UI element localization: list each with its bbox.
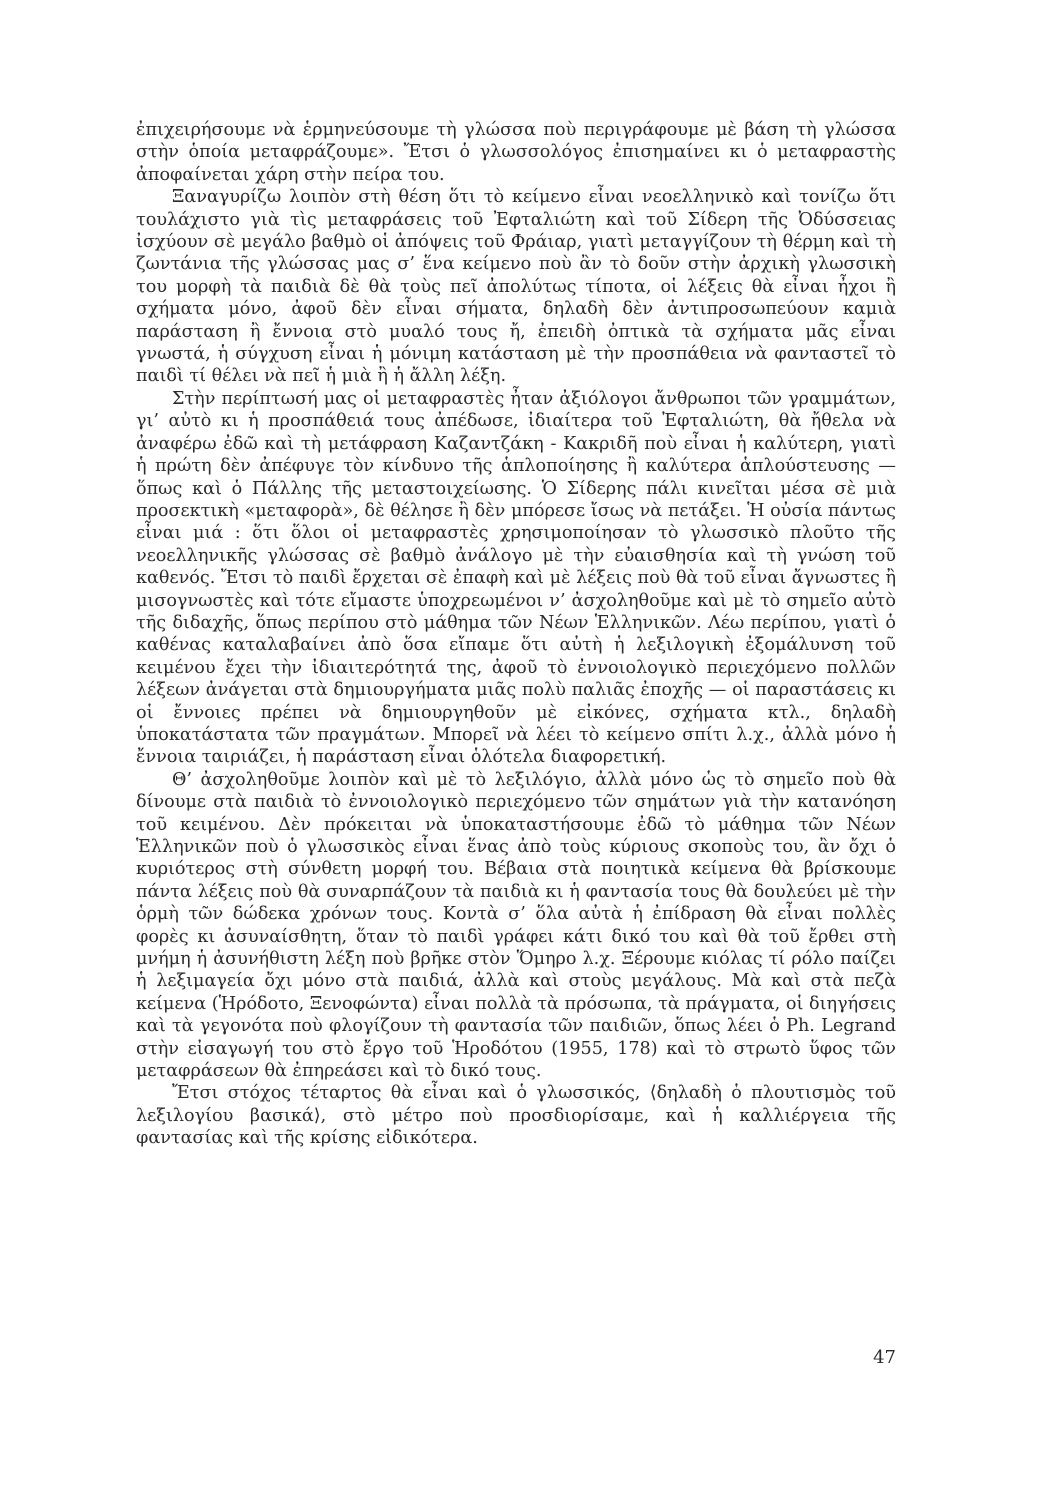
paragraph: Θ’ ἀσχοληθοῦμε λοιπὸν καὶ μὲ τὸ λεξιλόγιο, ἀλλὰ μόνο ὡς τὸ σημεῖο ποὺ θὰ δίνουμε στὰ παιδιὰ τὸ ἐννοιολογικὸ περιεχόμενο τῶν σημάτων γιὰ τὴν κατανόηση τοῦ κειμένου. Δὲν πρόκειται νὰ ὑποκαταστήσουμε ἐδῶ τὸ μάθημα τῶν Νέων Ἑλληνικῶν ποὺ ὁ γλωσσικὸς εἶναι ἕνας ἀπὸ τοὺς κύριους σκοποὺς του, ἂν ὄχι ὁ κυριότερος στὴ σύνθετη μορφή του. Βέβαια στὰ ποιητικὰ κείμενα θὰ βρίσκουμε πάντα λέξεις ποὺ θὰ συναρπάζουν τὰ παιδιὰ κι ἡ φαντασία τους θὰ δουλεύει μὲ τὴν ὁρμὴ τῶν δώδεκα χρόνων τους. Κοντὰ σ’ ὅλα αὐτὰ ἡ ἐπίδραση θὰ εἶναι πολλὲς φορὲς κι ἀσυναίσθητη, ὅταν τὸ παιδὶ γράφει κάτι δικό του καὶ θὰ τοῦ ἔρθει στὴ μνήμη ἡ ἀσυνήθιστη λέξη ποὺ βρῆκε στὸν Ὅμηρο λ.χ. Ξέρουμε κιόλας τί ρόλο παίζει ἡ λεξιμαγεία ὄχι μόνο στὰ παιδιά, ἀλλὰ καὶ στοὺς μεγάλους. Μὰ καὶ στὰ πεζὰ κείμενα (Ἡρόδοτο, Ξενοφώντα) εἶναι πολλὰ τὰ πρόσωπα, τὰ πράγματα, οἱ διηγήσεις καὶ τὰ γεγονότα ποὺ φλογίζουν τὴ φαντασία τῶν παιδιῶν, ὅπως λέει ὁ Ph. Legrand στὴν εἰσαγωγή του στὸ ἔργο τοῦ Ἡροδότου (1955, 178) καὶ τὸ στρωτὸ ὕφος τῶν μεταφράσεων θὰ ἐπηρεάσει καὶ τὸ δικό τους. — [136, 769, 896, 1082]
page-number: 47 — [873, 1347, 896, 1368]
paragraph: Ξαναγυρίζω λοιπὸν στὴ θέση ὅτι τὸ κείμενο εἶναι νεοελληνικὸ καὶ τονίζω ὅτι τουλάχιστο γιὰ τὶς μεταφράσεις τοῦ Ἐφταλιώτη καὶ τοῦ Σίδερη τῆς Ὀδύσσειας ἰσχύουν σὲ μεγάλο βαθμὸ οἱ ἀπόψεις τοῦ Φράιαρ, γιατὶ μεταγγίζουν τὴ θέρμη καὶ τὴ ζωντάνια τῆς γλώσσας μας σ’ ἕνα κείμενο ποὺ ἂν τὸ δοῦν στὴν ἀρχικὴ γλωσσικὴ του μορφὴ τὰ παιδιὰ δὲ θὰ τοὺς πεῖ ἀπολύτως τίποτα, οἱ λέξεις θὰ εἶναι ἦχοι ἢ σχήματα μόνο, ἀφοῦ δὲν εἶναι σήματα, δηλαδὴ δὲν ἀντιπροσωπεύουν καμιὰ παράσταση ἢ ἔννοια στὸ μυαλό τους ἤ, ἐπειδὴ ὀπτικὰ τὰ σχήματα μᾶς εἶναι γνωστά, ἡ σύγχυση εἶναι ἡ μόνιμη κατάσταση μὲ τὴν προσπάθεια νὰ φανταστεῖ τὸ παιδὶ τί θέλει νὰ πεῖ ἡ μιὰ ἢ ἡ ἄλλη λέξη. — [136, 187, 896, 387]
paragraph-continuation: ἐπιχειρήσουμε νὰ ἑρμηνεύσουμε τὴ γλώσσα ποὺ περιγράφουμε μὲ βάση τὴ γλώσσα στὴν ὁποία μεταφράζουμε». Ἔτσι ὁ γλωσσολόγος ἐπισημαίνει κι ὁ μεταφραστὴς ἀποφαίνεται χάρη στὴν πείρα του. — [136, 120, 896, 185]
paragraph: Στὴν περίπτωσή μας οἱ μεταφραστὲς ἦταν ἀξιόλογοι ἄνθρωποι τῶν γραμμάτων, γι’ αὐτὸ κι ἡ προσπάθειά τους ἀπέδωσε, ἰδιαίτερα τοῦ Ἐφταλιώτη, θὰ ἤθελα νὰ ἀναφέρω ἐδῶ καὶ τὴ μετάφραση Καζαντζάκη - Κακριδῆ ποὺ εἶναι ἡ καλύτερη, γιατὶ ἡ πρώτη δὲν ἀπέφυγε τὸν κίνδυνο τῆς ἁπλοποίησης ἢ καλύτερα ἁπλούστευσης — ὅπως καὶ ὁ Πάλλης τῆς μεταστοιχείωσης. Ὁ Σίδερης πάλι κινεῖται μέσα σὲ μιὰ προσεκτικὴ «μεταφορὰ», δὲ θέλησε ἢ δὲν μπόρεσε ἴσως νὰ πετάξει. Ἡ οὐσία πάντως εἶναι μιά : ὅτι ὅλοι οἱ μεταφραστὲς χρησιμοποίησαν τὸ γλωσσικὸ πλοῦτο τῆς νεοελληνικῆς γλώσσας σὲ βαθμὸ ἀνάλογο μὲ τὴν εὐαισθησία καὶ τὴ γνώση τοῦ καθενός. Ἔτσι τὸ παιδὶ ἔρχεται σὲ ἐπαφὴ καὶ μὲ λέξεις ποὺ θὰ τοῦ εἶναι ἄγνωστες ἢ μισογνωστὲς καὶ τότε εἴμαστε ὑποχρεωμένοι ν’ ἀσχοληθοῦμε καὶ μὲ τὸ σημεῖο αὐτὸ τῆς διδαχῆς, ὅπως περίπου στὸ μάθημα τῶν Νέων Ἑλληνικῶν. Λέω περίπου, γιατὶ ὁ καθένας καταλαβαίνει ἀπὸ ὅσα εἴπαμε ὅτι αὐτὴ ἡ λεξιλογικὴ ἐξομάλυνση τοῦ κειμένου ἔχει τὴν ἰδιαιτερότητά της, ἀφοῦ τὸ ἐννοιολογικὸ περιεχόμενο πολλῶν λέξεων ἀνάγεται στὰ δημιουργήματα μιᾶς πολὺ παλιᾶς ἐποχῆς — οἱ παραστάσεις κι οἱ ἔννοιες πρέπει νὰ δημιουργηθοῦν μὲ εἰκόνες, σχήματα κτλ., δηλαδὴ ὑποκατάστατα τῶν πραγμάτων. Μπορεῖ νὰ λέει τὸ κείμενο σπίτι λ.χ., ἀλλὰ μόνο ἡ ἔννοια ταιριάζει, ἡ παράσταση εἶναι ὁλότελα διαφορετική. — [136, 388, 897, 768]
paragraph: Ἔτσι στόχος τέταρτος θὰ εἶναι καὶ ὁ γλωσσικός, ⟨δηλαδὴ ὁ πλουτισμὸς τοῦ λεξιλογίου βασικά⟩, στὸ μέτρο ποὺ προσδιορίσαμε, καὶ ἡ καλλιέργεια τῆς φαντασίας καὶ τῆς κρίσης εἰδικότερα. — [136, 1083, 896, 1149]
body-text — [136, 119, 896, 1150]
